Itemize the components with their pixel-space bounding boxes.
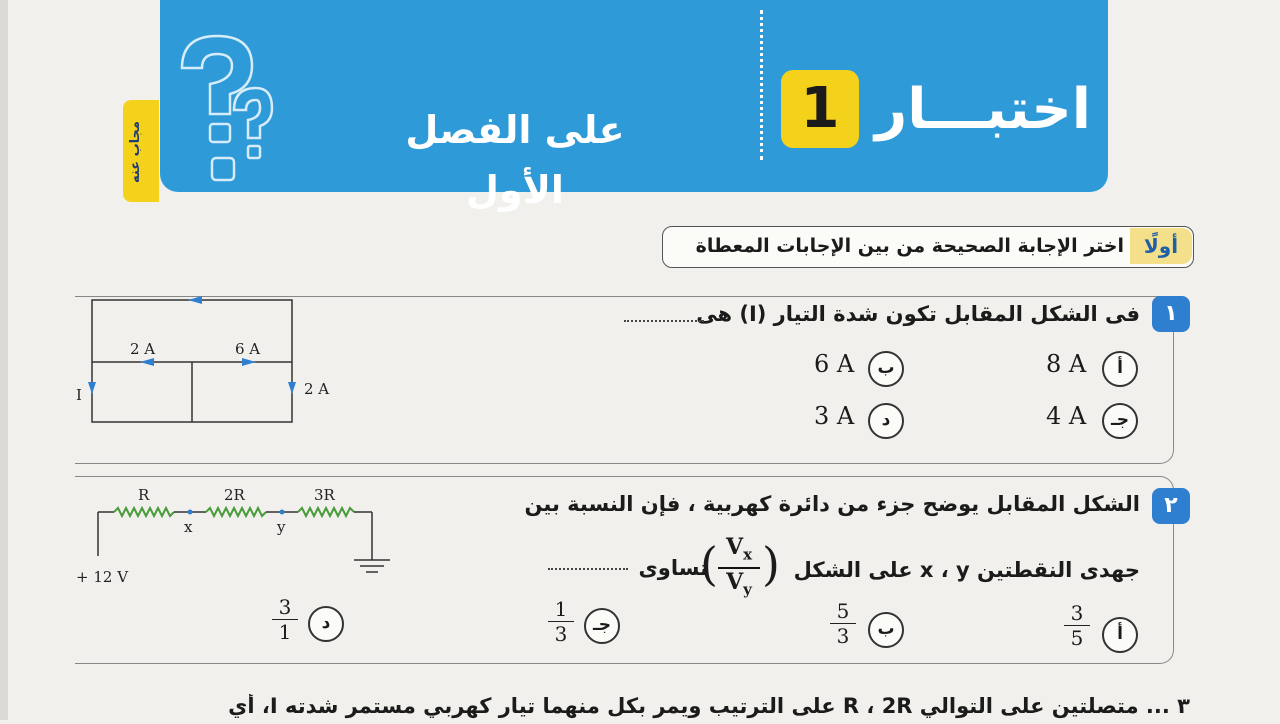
- question-2-text-line2b: تساوى: [638, 556, 708, 580]
- q1-label-6a: 6 A: [235, 340, 261, 358]
- q1-option-d-letter[interactable]: د: [868, 403, 904, 439]
- q2-label-y: y: [277, 518, 286, 536]
- ratio-num: V: [725, 534, 744, 560]
- q2-label-2r: 2R: [224, 486, 245, 504]
- q1-option-c-value: 4 A: [1046, 402, 1087, 430]
- q2-option-b-value: 5 3: [830, 600, 856, 647]
- q2-option-b-letter[interactable]: ب: [868, 612, 904, 648]
- q1-option-a-letter[interactable]: أ: [1102, 351, 1138, 387]
- question-1-text: فى الشكل المقابل تكون شدة التيار (I) هى: [696, 302, 1140, 326]
- question-1-blank: [624, 320, 704, 322]
- q2-option-c-letter[interactable]: جـ: [584, 608, 620, 644]
- q2-label-r: R: [138, 486, 150, 504]
- question-2-number: ٢: [1152, 488, 1190, 524]
- question-2-circuit: [70, 484, 400, 594]
- question-2-ratio: ( $V_x$ $V_y$ ): [700, 534, 780, 599]
- q2-option-a-letter[interactable]: أ: [1102, 617, 1138, 653]
- q2-option-d-value: 3 1: [272, 596, 298, 643]
- section-instruction: اختر الإجابة الصحيحة من بين الإجابات المعطاة: [695, 235, 1124, 257]
- answered-tab-label: مجاب عنه: [128, 121, 143, 183]
- q2-option-c-value: 1 3: [548, 598, 574, 645]
- q2-label-3r: 3R: [314, 486, 335, 504]
- exam-title: اختبـــار: [875, 77, 1091, 142]
- q1-label-i: I: [76, 386, 82, 404]
- q1-label-2a-right: 2 A: [304, 380, 330, 398]
- question-1-circuit: [70, 290, 350, 430]
- q2-label-x: x: [184, 518, 193, 536]
- page-edge: [0, 0, 8, 720]
- chapter-title: على الفصل الأول: [405, 108, 625, 212]
- question-mark-graphic: [172, 28, 277, 198]
- question-2-blank: [548, 568, 628, 570]
- q2-option-a-value: 3 5: [1064, 602, 1090, 649]
- q2-label-voltage: + 12 V: [76, 568, 129, 586]
- q1-label-2a-left: 2 A: [130, 340, 156, 358]
- ratio-den: V: [726, 569, 744, 596]
- question-2-text-line2a: جهدى النقطتين x ، y على الشكل: [793, 558, 1140, 582]
- section-label: أولًا: [1130, 228, 1192, 264]
- question-2-text-line1: الشكل المقابل يوضح جزء من دائرة كهربية ، فإن النسبة بين: [524, 492, 1140, 516]
- q1-option-b-value: 6 A: [814, 350, 855, 378]
- ratio-num-sub: x: [743, 545, 753, 564]
- q1-option-c-letter[interactable]: جـ: [1102, 403, 1138, 439]
- banner-divider: [760, 10, 763, 160]
- q1-option-b-letter[interactable]: ب: [868, 351, 904, 387]
- q1-option-d-value: 3 A: [814, 402, 855, 430]
- exam-number: 1: [781, 70, 859, 148]
- question-3-partial: ٣ ... متصلتين على التوالي R ، 2R على الترتيب ويمر بكل منهما تيار كهربي مستمر شدته I، أي: [228, 694, 1190, 718]
- question-1-number: ١: [1152, 296, 1190, 332]
- q2-option-d-letter[interactable]: د: [308, 606, 344, 642]
- q1-option-a-value: 8 A: [1046, 350, 1087, 378]
- ratio-den-sub: y: [743, 580, 752, 599]
